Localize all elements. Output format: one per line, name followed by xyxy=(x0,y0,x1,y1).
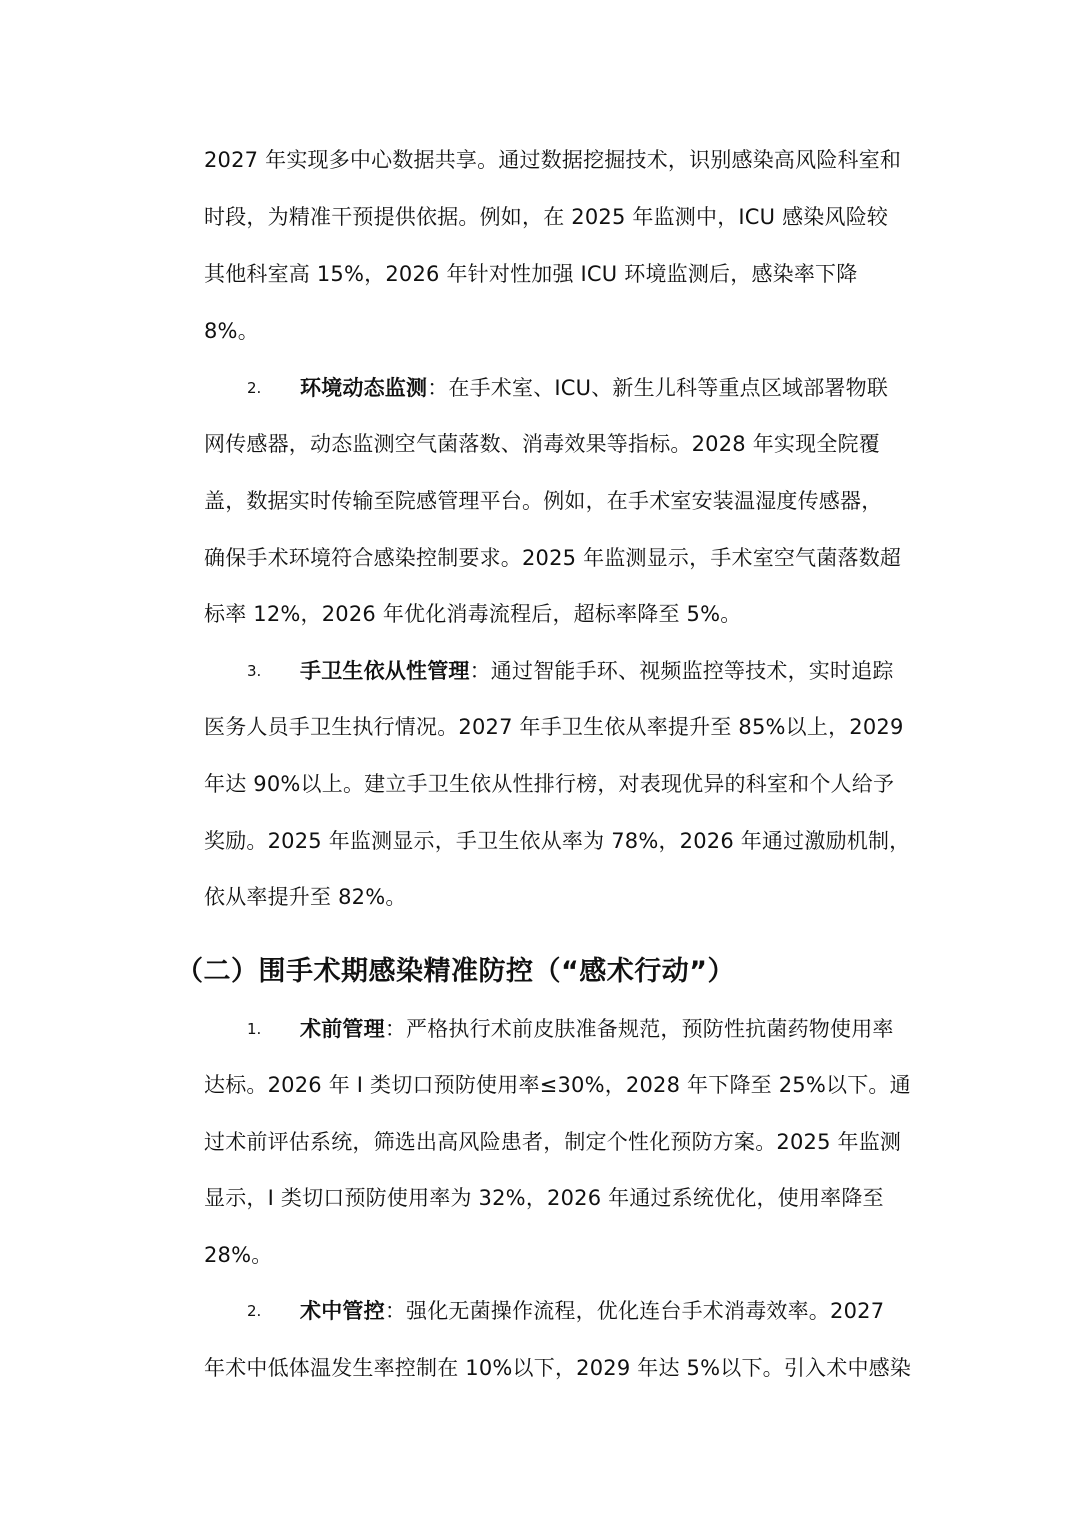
item2-first-line xyxy=(300,373,888,403)
section-item1-line-4: 显示，I 类切口预防使用率为 32%，2026 年通过系统优化，使用率降至 xyxy=(204,1186,884,1210)
item2-first-line-rest: ：在手术室、ICU、新生儿科等重点区域部署物联 xyxy=(427,376,889,400)
item3-line-2: 医务人员手卫生执行情况。2027 年手卫生依从率提升至 85%以上，2029 xyxy=(204,715,904,739)
section-heading: （二）围手术期感染精准防控（“感术行动”） xyxy=(176,956,735,987)
section-item2-title: 术中管控 xyxy=(300,1299,385,1323)
section-item2-first-line-rest: ：强化无菌操作流程，优化连台手术消毒效率。2027 xyxy=(384,1299,885,1323)
item3-number: 3. xyxy=(247,662,262,680)
section-item1-line-5: 28%。 xyxy=(204,1243,273,1267)
item2-line-5: 标率 12%，2026 年优化消毒流程后，超标率降至 5%。 xyxy=(204,602,742,626)
item2-title: 环境动态监测 xyxy=(300,376,428,400)
section-item1-first-line-rest: ：严格执行术前皮肤准备规范，预防性抗菌药物使用率 xyxy=(384,1017,894,1041)
section-item2-number: 2. xyxy=(247,1302,262,1320)
item3-line-3: 年达 90%以上。建立手卫生依从性排行榜，对表现优异的科室和个人给予 xyxy=(204,772,895,796)
intro-line-3: 其他科室高 15%，2026 年针对性加强 ICU 环境监测后，感染率下降 xyxy=(204,262,858,286)
section-item1-line-3: 过术前评估系统，筛选出高风险患者，制定个性化预防方案。2025 年监测 xyxy=(204,1130,902,1154)
section-item2-line-2: 年术中低体温发生率控制在 10%以下，2029 年达 5%以下。引入术中感染 xyxy=(204,1356,912,1380)
item3-first-line-rest: ：通过智能手环、视频监控等技术，实时追踪 xyxy=(469,659,894,683)
item3-first-line xyxy=(300,656,894,686)
section-item1-first-line xyxy=(300,1014,894,1044)
section-item1-title: 术前管理 xyxy=(300,1017,385,1041)
item3-line-4: 奖励。2025 年监测显示，手卫生依从率为 78%，2026 年通过激励机制， xyxy=(204,829,911,853)
item3-title: 手卫生依从性管理 xyxy=(300,659,470,683)
intro-line-4: 8%。 xyxy=(204,319,259,343)
item2-number: 2. xyxy=(247,379,262,397)
section-item1-number: 1. xyxy=(247,1020,262,1038)
item2-line-4: 确保手术环境符合感染控制要求。2025 年监测显示，手术室空气菌落数超 xyxy=(204,546,902,570)
section-item2-first-line xyxy=(300,1296,884,1326)
intro-line-1: 2027 年实现多中心数据共享。通过数据挖掘技术，识别感染高风险科室和 xyxy=(204,148,902,172)
section-item1-line-2: 达标。2026 年 I 类切口预防使用率≤30%，2028 年下降至 25%以下。通 xyxy=(204,1073,911,1097)
item2-line-3: 盖，数据实时传输至院感管理平台。例如，在手术室安装温湿度传感器， xyxy=(204,489,883,513)
item2-line-2: 网传感器，动态监测空气菌落数、消毒效果等指标。2028 年实现全院覆 xyxy=(204,432,880,456)
item3-line-5: 依从率提升至 82%。 xyxy=(204,885,407,909)
intro-line-2: 时段，为精准干预提供依据。例如，在 2025 年监测中，ICU 感染风险较 xyxy=(204,205,889,229)
